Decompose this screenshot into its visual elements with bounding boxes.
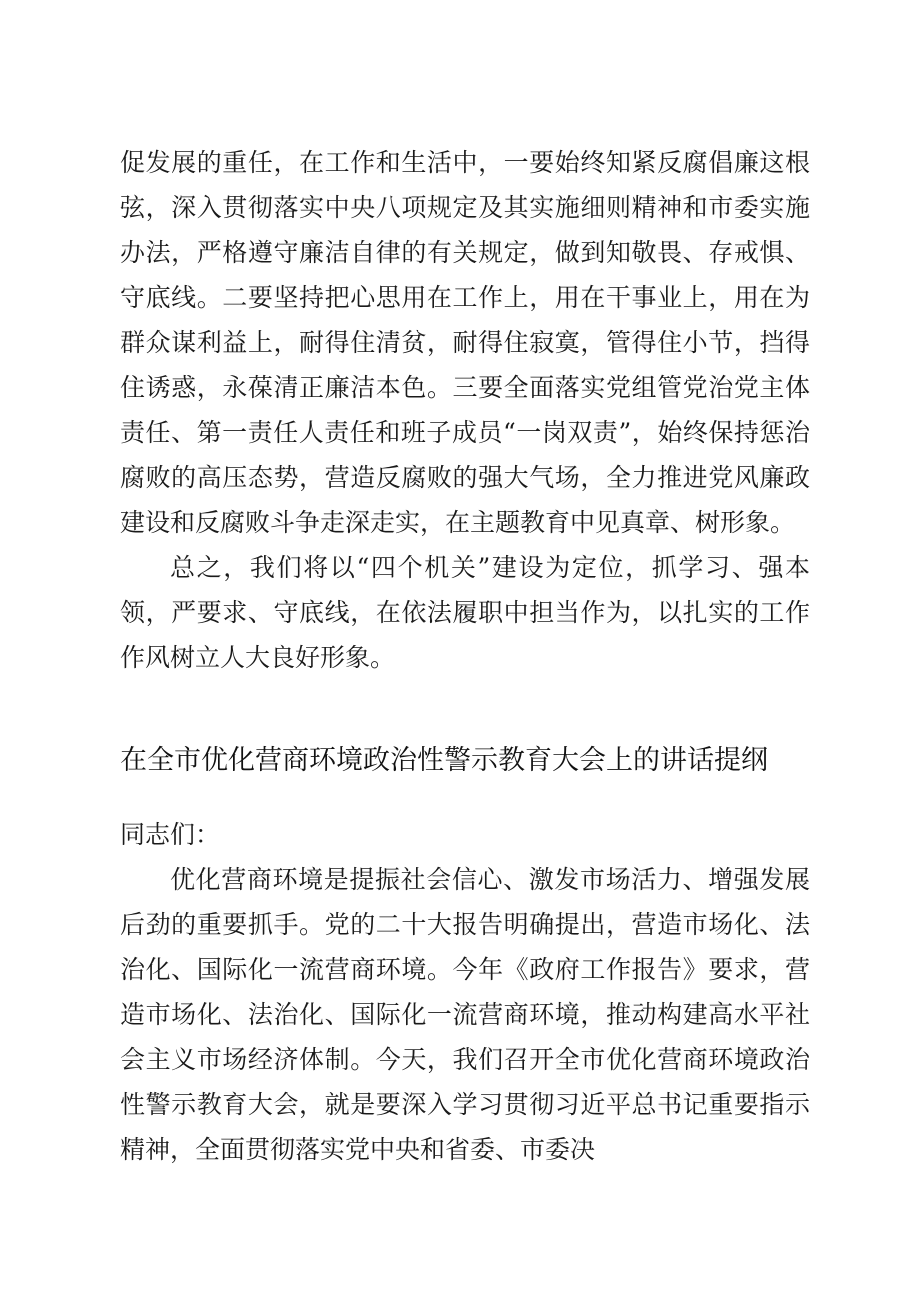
section-title: 在全市优化营商环境政治性警示教育大会上的讲话提纲 bbox=[120, 745, 768, 776]
paragraph-conclusion: 总之，我们将以“四个机关”建设为定位，抓学习、强本领，严要求、守底线，在依法履职中担当作为，以扎实的工作作风树立人大良好形象。 bbox=[120, 553, 810, 672]
paragraph-body: 优化营商环境是提振社会信心、激发市场活力、增强发展后劲的重要抓手。党的二十大报告明确提出，营造市场化、法治化、国际化一流营商环境。今年《政府工作报告》要求，营造市场化、法治化、国际化一流营商环境，推动构建高水平社会主义市场经济体制。今天，我们召开全市优化营商环境政治性警示教育大会，就是要深入学习贯彻习近平总书记重要指示精神，全面贯彻落实党中央和省委、市委决 bbox=[120, 865, 810, 1164]
salutation: 同志们： bbox=[120, 820, 221, 849]
paragraph-continued: 促发展的重任，在工作和生活中，一要始终知紧反腐倡廉这根弦，深入贯彻落实中央八项规定及其实施细则精神和市委实施办法，严格遵守廉洁自律的有关规定，做到知敬畏、存戒惧、守底线。二要坚持把心思用在工作上，用在干事业上，用在为群众谋利益上，耐得住清贫，耐得住寂寞，管得住小节，挡得住诱惑，永葆清正廉洁本色。三要全面落实党组管党治党主体责任、第一责任人责任和班子成员“一岗双责”，始终保持惩治腐败的高压态势，营造反腐败的强大气场，全力推进党风廉政建设和反腐败斗争走深走实，在主题教育中见真章、树形象。 bbox=[120, 148, 810, 537]
